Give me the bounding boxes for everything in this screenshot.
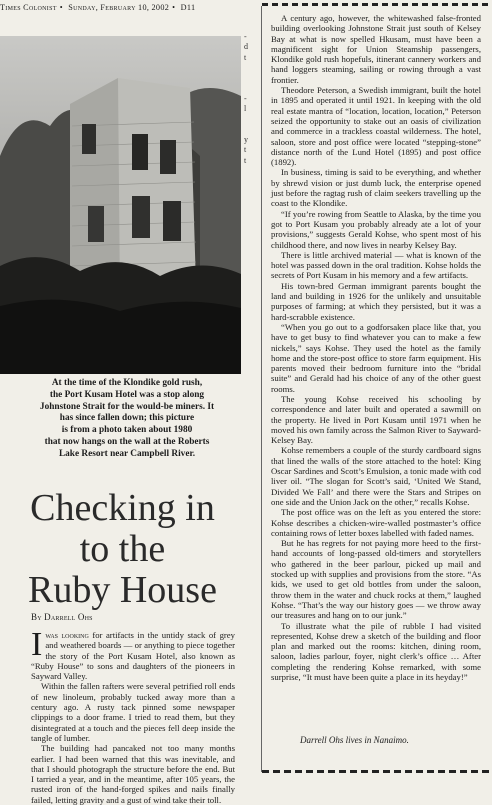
- fragment-char: t: [244, 145, 247, 155]
- fragment-char: [244, 114, 256, 124]
- headline-line: Ruby House: [28, 569, 217, 611]
- article-paragraph: In business, timing is said to be everything, and whether by shrewd vision or just dumb luck, the enterprise opened just before the ragtag rush of claim seekers travelling up the coast to the Klondike.: [271, 167, 481, 209]
- masthead: Times Colonist • Sunday, February 10, 2002 • D11: [0, 3, 196, 12]
- article-paragraph: Within the fallen rafters were several petrified roll ends of new linoleum, probably tucked away more than a century ago. A rusty tack pinned some newspaper clippings to a door frame. I tried to read them, but they disintegrated at a touch and the pieces fell deep inside the tangle of lumber.: [31, 681, 235, 743]
- article-paragraph: The young Kohse received his schooling by correspondence and later built and operated a sawmill on the property. He lived in Port Kusam until 1971 when he moved his own family across the Salmon River to Sayward-Kelsey Bay.: [271, 393, 481, 446]
- fragment-char: d: [244, 42, 248, 52]
- fragment-char: l: [244, 104, 247, 114]
- article-paragraph: To illustrate what the pile of rubble I had visited represented, Kohse drew a sketch of the building and floor plan and marked out the rooms: kitchen, dining room, saloon, ladies parlour, foyer, night clerk’s office … After completing the rendering Kohse remarked, with some surprise, “It must have been quite a place in its heyday!”: [271, 620, 481, 682]
- publication-name: Times Colonist: [0, 3, 57, 12]
- fragment-char: [244, 125, 256, 135]
- page-number: D11: [180, 3, 196, 12]
- headline: [10, 488, 235, 611]
- author-bio: Darrell Ohs lives in Nanaimo.: [300, 735, 409, 745]
- article-paragraph: A century ago, however, the whitewashed false-fronted building overlooking Johnstone Strait just south of Kelsey Bay at what is now spelled Hkusam, must have been a magnificent sight for Union Steamship passengers, Klondike gold rush hopefuls, itinerant cannery workers and hand loggers steaming, sailing or rowing through a vast frontier.: [271, 13, 481, 85]
- article-paragraph: His town-bred German immigrant parents bought the land and building in 1926 for the unlikely and unsuitable purposes of farming; at which they persisted, but it was a hard-scrabble existence.: [271, 280, 481, 322]
- drop-cap: I: [31, 626, 43, 663]
- fragment-char: t: [244, 155, 247, 165]
- adjacent-column-fragments: [244, 32, 256, 166]
- article-paragraph: Kohse remembers a couple of the sturdy cardboard signs that lined the walls of the store attached to the hotel: King Oscar Sardines and Scott’s Emulsion, a tonic made with cod liver oil. “The slogan for Scott’s said, ‘United We Stand, Divided We Fall’ and there were the Stars and Stripes on one side and the Union Jack on the other,” recalls Kohse.: [271, 445, 481, 507]
- fragment-char: -: [244, 32, 247, 41]
- lead-text: for artifacts in the untidy stack of grey and weathered boards — or anything to piece together the story of the Port Kusam Hotel, also known as “Ruby House” to sons and daughters of the pioneers in Sayward Valley.: [31, 630, 236, 682]
- photo-caption: [20, 378, 234, 461]
- caption-line: At the time of the Klondike gold rush,: [51, 378, 203, 388]
- article-paragraph: Theodore Peterson, a Swedish immigrant, built the hotel in 1895 and operated it until 1921. In keeping with the old real estate mantra of “location, location, location,” Peterson seized the opportunity to stake out an oasis of civilization and commerce in a trackless coastal wilderness. The hotel, saloon, store and post office were located “stepping-stone” distance north of the Lund Hotel (1895) and post office (1892).: [271, 85, 481, 168]
- caption-line: has since fallen down; this picture: [59, 413, 195, 424]
- headline-line: Checking in: [30, 487, 215, 529]
- article-paragraph: There is little archived material — what is known of the hotel was passed down in the oral tradition. Kohse holds the secrets of Port Kusam in his memory and a few artifacts.: [271, 249, 481, 281]
- article-paragraph: The post office was on the left as you entered the store: Kohse describes a chicken-wire-walled postmaster’s office containing rows of letter boxes labelled with faded names.: [271, 507, 481, 538]
- caption-line: is from a photo taken about 1980: [61, 425, 193, 436]
- lead-caps: was looking: [45, 630, 89, 640]
- fragment-char: t: [244, 52, 247, 62]
- fragment-char: [244, 73, 256, 83]
- article-paragraph: The building had pancaked not too many months earlier. I had been warned that this was inevitable, and that I should photograph the structure before the end. But I tarried a year, and in the meantime, after 105 years, the rusted iron of the hand-forged spikes and nails finally failed, letting gravity and a gust of wind take their toll.: [31, 743, 235, 805]
- article-paragraph: “When you go out to a godforsaken place like that, you have to get busy to find whatever you can to make a few nickels,” says Kohse. They used the hotel as the family home and the store-post office to store farm equipment. His parents moved their bedroom furniture into the “bridal suite” and Gerald had his choice of any of the other guest rooms.: [271, 321, 481, 394]
- article-paragraph: But he has regrets for not paying more heed to the first-hand accounts of long-passed old-timers and storytellers who gathered in the beer parlour, picked up mail and stocked up with supplies and provisions from the store. “As kids, we used to get old bottles from under the saloon, throw them in the water and chuck rocks at them,” laughed Kohse. “That’s the way our history goes — we throw away our treasures and hang on to our junk.”: [271, 538, 481, 621]
- caption-line: that now hangs on the wall at the Roberts: [44, 436, 210, 447]
- byline: By Darrell Ohs: [31, 612, 93, 622]
- article-column-right: [271, 13, 481, 682]
- top-cut-line: [262, 3, 492, 6]
- hotel-photo: [0, 36, 241, 374]
- caption-line: Lake Resort near Campbell River.: [58, 448, 196, 459]
- dateline: Sunday, February 10, 2002: [68, 3, 170, 12]
- headline-line: to the: [79, 528, 166, 570]
- article-column-left: [31, 626, 236, 805]
- fragment-char: [244, 83, 256, 93]
- lead-paragraph: [31, 626, 236, 682]
- fragment-char: [244, 63, 256, 73]
- fragment-char: y: [244, 134, 248, 144]
- caption-line: Johnstone Strait for the would-be miners. It: [39, 401, 215, 412]
- fragment-char: -: [244, 93, 247, 103]
- column-rule: [261, 6, 262, 772]
- article-paragraph: “If you’re rowing from Seattle to Alaska, by the time you got to Port Kusam you probably already ate a lot of your provisions,” suggests Gerald Kohse, who spent most of his childhood there, and now lives in nearby Kelsey Bay.: [271, 208, 481, 250]
- bottom-cut-line: [262, 770, 492, 773]
- caption-line: the Port Kusam Hotel was a stop along: [49, 389, 205, 400]
